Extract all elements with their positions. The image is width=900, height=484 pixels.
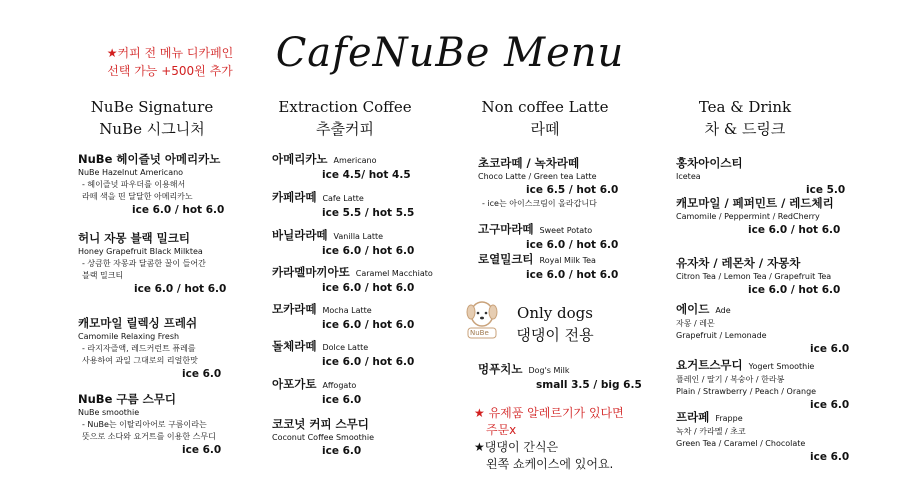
menu-item: 홍차아이스티 Icetea ice 5.0 xyxy=(676,156,846,196)
menu-item: 바닐라라떼 Vanilla Latte ice 6.0 / hot 6.0 xyxy=(272,228,415,257)
logo-text: NuBe xyxy=(470,329,489,337)
extraction-heading: Extraction Coffee 추출커피 xyxy=(278,98,412,138)
menu-item: 아포가토 Affogato ice 6.0 xyxy=(272,377,362,406)
menu-item: NuBe 헤이즐넛 아메리카노 NuBe Hazelnut Americano - 헤이즐넛 파우더를 이용해서 라떼 색을 띤 달달한 아메리카노 ice 6.0 / hot 6.0 xyxy=(78,152,225,216)
decaf-note: ★커피 전 메뉴 디카페인 선택 가능 +500원 추가 xyxy=(106,46,234,78)
menu-item: NuBe 구름 스무디 NuBe smoothie - NuBe는 이탈리아어로 구름이라는 뜻으로 소다와 요거트를 이용한 스무디 ice 6.0 xyxy=(78,392,222,456)
menu-item: 요거트스무디 Yogert Smoothie 플레인 / 딸기 / 복숭아 / 한라봉 Plain / Strawberry / Peach / Orange ice 6.0 xyxy=(676,358,850,411)
noncoffee-section xyxy=(470,96,620,140)
menu-item: 멍푸치노 Dog's Milk small 3.5 / big 6.5 xyxy=(478,362,642,391)
tea-section xyxy=(670,96,820,140)
menu-item: 아메리카노 Americano ice 4.5/ hot 4.5 xyxy=(272,152,411,181)
menu-item: 카페라떼 Cafe Latte ice 5.5 / hot 5.5 xyxy=(272,190,415,219)
noncoffee-heading: Non coffee Latte 라떼 xyxy=(481,98,609,138)
menu-item: 모카라떼 Mocha Latte ice 6.0 / hot 6.0 xyxy=(272,302,415,331)
menu-item: 캐모마일 / 페퍼민트 / 레드체리 Camomile / Peppermint / RedCherry ice 6.0 / hot 6.0 xyxy=(676,196,841,236)
tea-heading: Tea & Drink 차 & 드링크 xyxy=(698,98,792,138)
menu-item: 고구마라떼 Sweet Potato ice 6.0 / hot 6.0 xyxy=(478,222,619,251)
extraction-section xyxy=(270,96,420,140)
menu-item: 로열밀크티 Royal Milk Tea ice 6.0 / hot 6.0 xyxy=(478,252,619,281)
menu-item: 프라페 Frappe 녹차 / 카라멜 / 초코 Green Tea / Caramel / Chocolate ice 6.0 xyxy=(676,410,850,463)
menu-item: 에이드 Ade 자몽 / 레몬 Grapefruit / Lemonade ice 6.0 xyxy=(676,302,850,355)
menu-item: 코코넛 커피 스무디 Coconut Coffee Smoothie ice 6.0 xyxy=(272,417,374,457)
menu-item: 유자차 / 레몬차 / 자몽차 Citron Tea / Lemon Tea / Grapefruit Tea ice 6.0 / hot 6.0 xyxy=(676,256,841,296)
dogs-heading: Only dogs 댕댕이 전용 xyxy=(516,304,594,344)
menu-item: 카라멜마끼아또 Caramel Macchiato ice 6.0 / hot 6.0 xyxy=(272,265,433,294)
dogs-section xyxy=(490,302,620,346)
menu-title: CafeNuBe Menu xyxy=(275,30,625,76)
signature-section xyxy=(72,96,232,140)
signature-heading: NuBe Signature NuBe 시그니처 xyxy=(90,98,214,138)
menu-item: 허니 자몽 블랙 밀크티 Honey Grapefruit Black Milktea - 상큼한 자몽과 달콤한 꿀이 들어간 블랙 밀크티 ice 6.0 / hot 6.0 xyxy=(78,231,227,295)
menu-item: 돌체라떼 Dolce Latte ice 6.0 / hot 6.0 xyxy=(272,339,415,368)
menu-item: 초코라떼 / 녹차라떼 Choco Latte / Green tea Latte ice 6.5 / hot 6.0 - ice는 아이스크림이 올라갑니다 xyxy=(478,156,619,208)
dogs-notes: ★ 유제품 알레르기가 있다면 주문x ★댕댕이 간식은 왼쪽 쇼케이스에 있어요. xyxy=(474,406,624,471)
menu-item: 캐모마일 릴렉싱 프레쉬 Camomile Relaxing Fresh - 라지자즐액, 레드커런트 퓨레를 사용하여 과일 그대로의 리얼한맛 ice 6.0 xyxy=(78,316,222,380)
